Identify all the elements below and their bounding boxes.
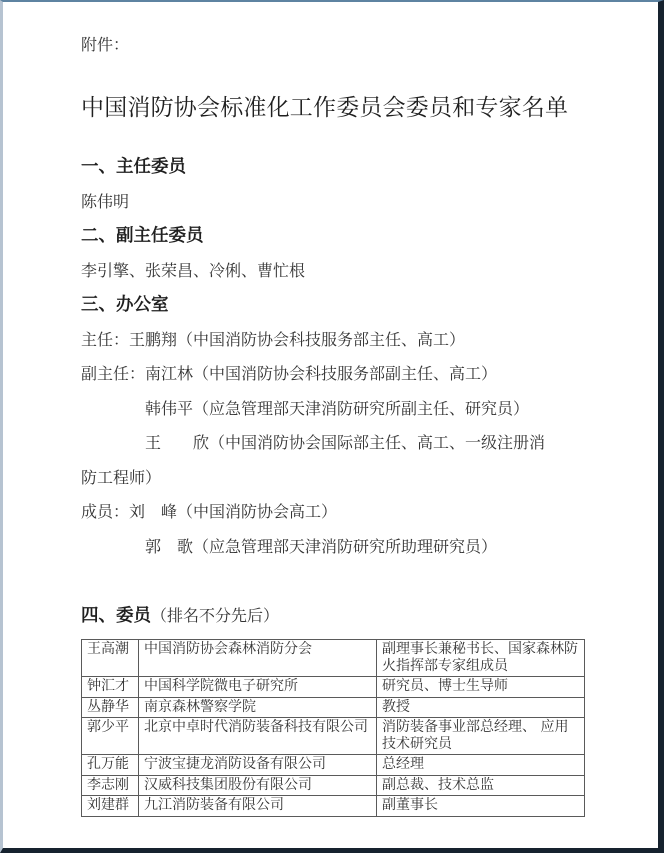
section-heading [81,288,590,323]
body-line: 主任：王鹏翔（中国消防协会科技服务部主任、高工） [81,329,466,349]
section-heading [81,599,590,634]
attachment-label: 附件： [81,35,130,54]
member-name: 李志刚 [82,775,139,796]
member-title: 副理事长兼秘书长、国家森林防火指挥部专家组成员 [377,640,585,677]
member-organization: 中国科学院微电子研究所 [139,677,377,698]
body-line: 陈伟明 [81,191,130,211]
body-line: 韩伟平（应急管理部天津消防研究所副主任、研究员） [145,398,530,418]
member-organization: 汉威科技集团股份有限公司 [139,775,377,796]
member-name: 郭少平 [82,718,139,755]
member-title: 副董事长 [377,796,585,817]
table-row [82,640,585,677]
table-row [82,677,585,698]
table-row [82,755,585,776]
document-body [81,150,590,633]
body-line: 郭 歌（应急管理部天津消防研究所助理研究员） [145,536,498,556]
document-title: 中国消防协会标准化工作委员会委员和专家名单 [81,95,569,121]
member-organization: 中国消防协会森林消防分会 [139,640,377,677]
member-title: 教授 [377,697,585,718]
table-row [82,775,585,796]
section-heading-note: （排名不分先后） [151,605,280,625]
member-name: 王高潮 [82,640,139,677]
section-heading-label: 二、副主任委员 [81,226,204,246]
table-row [82,796,585,817]
member-title: 消防装备事业部总经理、 应用技术研究员 [377,718,585,755]
body-line: 防工程师） [81,467,162,487]
section-heading [81,150,590,185]
table-row [82,718,585,755]
body-line: 李引擎、张荣昌、冷俐、曹忙根 [81,260,306,280]
member-organization: 九江消防装备有限公司 [139,796,377,817]
section-heading-label: 三、办公室 [81,295,169,315]
member-organization: 北京中卓时代消防装备科技有限公司 [139,718,377,755]
table-row [82,697,585,718]
members-table [81,639,585,817]
member-organization: 宁波宝捷龙消防设备有限公司 [139,755,377,776]
member-title: 总经理 [377,755,585,776]
document-page [3,2,658,848]
member-title: 研究员、博士生导师 [377,677,585,698]
blank-line [81,564,590,599]
member-name: 钟汇才 [82,677,139,698]
member-name: 丛静华 [82,697,139,718]
body-line: 副主任：南江林（中国消防协会科技服务部副主任、高工） [81,364,498,383]
member-organization: 南京森林警察学院 [139,697,377,718]
body-line: 王 欣（中国消防协会国际部主任、高工、一级注册消 [145,433,546,452]
member-name: 孔万能 [82,755,139,776]
body-line: 成员：刘 峰（中国消防协会高工） [81,502,338,521]
section-heading-label: 四、委员 [81,605,151,626]
section-heading [81,219,590,254]
member-title: 副总裁、技术总监 [377,775,585,796]
section-heading-label: 一、主任委员 [81,157,186,177]
member-name: 刘建群 [82,796,139,817]
